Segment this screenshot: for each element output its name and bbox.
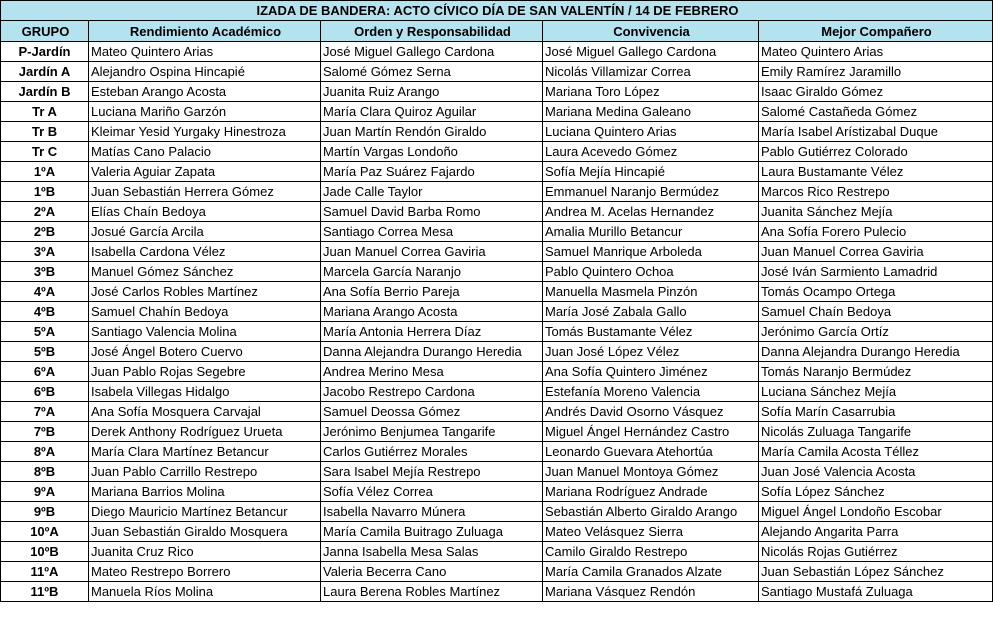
table-row [1,342,993,362]
cell-orden[interactable]: María Camila Buitrago Zuluaga [321,522,543,542]
cell-mejor-companero[interactable]: Ana Sofía Forero Pulecio [759,222,993,242]
table-row [1,82,993,102]
cell-rendimiento[interactable]: Santiago Valencia Molina [89,322,321,342]
cell-mejor-companero[interactable]: Jerónimo García Ortíz [759,322,993,342]
cell-grupo[interactable]: 10ºB [1,542,89,562]
cell-convivencia[interactable]: Mariana Vásquez Rendón [543,582,759,602]
cell-mejor-companero[interactable]: Laura Bustamante Vélez [759,162,993,182]
cell-convivencia[interactable]: Andrés David Osorno Vásquez [543,402,759,422]
cell-mejor-companero[interactable]: Marcos Rico Restrepo [759,182,993,202]
cell-rendimiento[interactable]: Juan Pablo Carrillo Restrepo [89,462,321,482]
cell-rendimiento[interactable]: Matías Cano Palacio [89,142,321,162]
sheet-title[interactable]: IZADA DE BANDERA: ACTO CÍVICO DÍA DE SAN VALENTÍN / 14 DE FEBRERO [1,1,993,21]
cell-convivencia[interactable]: Estefanía Moreno Valencia [543,382,759,402]
cell-mejor-companero[interactable]: Alejando Angarita Parra [759,522,993,542]
cell-orden[interactable]: José Miguel Gallego Cardona [321,42,543,62]
cell-grupo[interactable]: 2ºA [1,202,89,222]
cell-convivencia[interactable]: Manuella Masmela Pinzón [543,282,759,302]
cell-mejor-companero[interactable]: María Camila Acosta Téllez [759,442,993,462]
cell-rendimiento[interactable]: María Clara Martínez Betancur [89,442,321,462]
cell-convivencia[interactable]: Leonardo Guevara Atehortúa [543,442,759,462]
cell-mejor-companero[interactable]: Pablo Gutiérrez Colorado [759,142,993,162]
cell-grupo[interactable]: Tr B [1,122,89,142]
cell-convivencia[interactable]: Juan Manuel Montoya Gómez [543,462,759,482]
cell-mejor-companero[interactable]: Miguel Ángel Londoño Escobar [759,502,993,522]
cell-convivencia[interactable]: Mariana Toro López [543,82,759,102]
cell-rendimiento[interactable]: Juan Sebastián Herrera Gómez [89,182,321,202]
cell-convivencia[interactable]: Sofía Mejía Hincapié [543,162,759,182]
cell-orden[interactable]: Martín Vargas Londoño [321,142,543,162]
table-body [1,42,993,602]
cell-rendimiento[interactable]: José Carlos Robles Martínez [89,282,321,302]
cell-rendimiento[interactable]: Isabela Villegas Hidalgo [89,382,321,402]
header-grupo[interactable]: GRUPO [1,21,89,42]
cell-grupo[interactable]: 2ºB [1,222,89,242]
cell-mejor-companero[interactable]: Juanita Sánchez Mejía [759,202,993,222]
table-row [1,462,993,482]
cell-mejor-companero[interactable]: Tomás Ocampo Ortega [759,282,993,302]
cell-convivencia[interactable]: Amalia Murillo Betancur [543,222,759,242]
cell-grupo[interactable]: 3ºA [1,242,89,262]
cell-convivencia[interactable]: Andrea M. Acelas Hernandez [543,202,759,222]
cell-orden[interactable]: Marcela García Naranjo [321,262,543,282]
cell-orden[interactable]: Salomé Gómez Serna [321,62,543,82]
cell-grupo[interactable]: 7ºB [1,422,89,442]
cell-grupo[interactable]: 9ºB [1,502,89,522]
cell-rendimiento[interactable]: Kleimar Yesid Yurgaky Hinestroza [89,122,321,142]
table-row [1,142,993,162]
cell-rendimiento[interactable]: Elías Chaín Bedoya [89,202,321,222]
cell-rendimiento[interactable]: Josué García Arcila [89,222,321,242]
table-row [1,382,993,402]
table-row [1,162,993,182]
cell-rendimiento[interactable]: Derek Anthony Rodríguez Urueta [89,422,321,442]
cell-orden[interactable]: Mariana Arango Acosta [321,302,543,322]
cell-mejor-companero[interactable]: Emily Ramírez Jaramillo [759,62,993,82]
cell-mejor-companero[interactable]: Mateo Quintero Arias [759,42,993,62]
table-row [1,122,993,142]
cell-grupo[interactable]: Jardín A [1,62,89,82]
cell-grupo[interactable]: Tr A [1,102,89,122]
cell-grupo[interactable]: 8ºB [1,462,89,482]
header-row [1,21,993,42]
cell-mejor-companero[interactable]: María Isabel Arístizabal Duque [759,122,993,142]
cell-grupo[interactable]: 5ºB [1,342,89,362]
table-row [1,202,993,222]
cell-grupo[interactable]: 5ºA [1,322,89,342]
cell-mejor-companero[interactable]: Juan Manuel Correa Gaviria [759,242,993,262]
cell-mejor-companero[interactable]: Nicolás Zuluaga Tangarife [759,422,993,442]
cell-mejor-companero[interactable]: Isaac Giraldo Gómez [759,82,993,102]
cell-convivencia[interactable]: Mateo Velásquez Sierra [543,522,759,542]
title-row [1,1,993,21]
cell-convivencia[interactable]: Nicolás Villamizar Correa [543,62,759,82]
table-row [1,222,993,242]
cell-rendimiento[interactable]: Juanita Cruz Rico [89,542,321,562]
cell-convivencia[interactable]: Mariana Rodríguez Andrade [543,482,759,502]
table-row [1,102,993,122]
cell-rendimiento[interactable]: Ana Sofía Mosquera Carvajal [89,402,321,422]
cell-mejor-companero[interactable]: José Iván Sarmiento Lamadrid [759,262,993,282]
header-orden[interactable]: Orden y Responsabilidad [321,21,543,42]
cell-mejor-companero[interactable]: Santiago Mustafá Zuluaga [759,582,993,602]
cell-convivencia[interactable]: María Camila Granados Alzate [543,562,759,582]
table-row [1,282,993,302]
table-row [1,362,993,382]
cell-rendimiento[interactable]: Alejandro Ospina Hincapié [89,62,321,82]
cell-orden[interactable]: Valeria Becerra Cano [321,562,543,582]
cell-rendimiento[interactable]: Manuel Gómez Sánchez [89,262,321,282]
table-row [1,42,993,62]
table-row [1,322,993,342]
cell-rendimiento[interactable]: Mateo Restrepo Borrero [89,562,321,582]
cell-grupo[interactable]: Tr C [1,142,89,162]
table-row [1,522,993,542]
cell-orden[interactable]: Santiago Correa Mesa [321,222,543,242]
table-row [1,262,993,282]
cell-rendimiento[interactable]: José Ángel Botero Cuervo [89,342,321,362]
header-rendimiento[interactable]: Rendimiento Académico [89,21,321,42]
cell-orden[interactable]: Juan Martín Rendón Giraldo [321,122,543,142]
cell-rendimiento[interactable]: Mariana Barrios Molina [89,482,321,502]
cell-rendimiento[interactable]: Diego Mauricio Martínez Betancur [89,502,321,522]
cell-grupo[interactable]: 11ºA [1,562,89,582]
cell-orden[interactable]: María Antonia Herrera Díaz [321,322,543,342]
cell-grupo[interactable]: Jardín B [1,82,89,102]
table-row [1,422,993,442]
cell-orden[interactable]: Samuel Deossa Gómez [321,402,543,422]
cell-grupo[interactable]: 4ºA [1,282,89,302]
cell-convivencia[interactable]: Ana Sofía Quintero Jiménez [543,362,759,382]
cell-rendimiento[interactable]: Samuel Chahín Bedoya [89,302,321,322]
cell-orden[interactable]: Juan Manuel Correa Gaviria [321,242,543,262]
cell-mejor-companero[interactable]: Luciana Sánchez Mejía [759,382,993,402]
cell-convivencia[interactable]: Laura Acevedo Gómez [543,142,759,162]
cell-mejor-companero[interactable]: Danna Alejandra Durango Heredia [759,342,993,362]
cell-orden[interactable]: Samuel David Barba Romo [321,202,543,222]
cell-orden[interactable]: Danna Alejandra Durango Heredia [321,342,543,362]
cell-orden[interactable]: Isabella Navarro Múnera [321,502,543,522]
table-row [1,242,993,262]
header-convivencia[interactable]: Convivencia [543,21,759,42]
cell-grupo[interactable]: 3ºB [1,262,89,282]
cell-mejor-companero[interactable]: Salomé Castañeda Gómez [759,102,993,122]
cell-rendimiento[interactable]: Mateo Quintero Arias [89,42,321,62]
cell-mejor-companero[interactable]: Samuel Chaín Bedoya [759,302,993,322]
cell-grupo[interactable]: 6ºB [1,382,89,402]
header-mejor-companero[interactable]: Mejor Compañero [759,21,993,42]
cell-convivencia[interactable]: Camilo Giraldo Restrepo [543,542,759,562]
cell-rendimiento[interactable]: Esteban Arango Acosta [89,82,321,102]
table-row [1,482,993,502]
table-row [1,542,993,562]
cell-grupo[interactable]: 9ºA [1,482,89,502]
cell-grupo[interactable]: 11ºB [1,582,89,602]
cell-convivencia[interactable]: Sebastián Alberto Giraldo Arango [543,502,759,522]
cell-orden[interactable]: Janna Isabella Mesa Salas [321,542,543,562]
cell-grupo[interactable]: 10ºA [1,522,89,542]
cell-grupo[interactable]: 6ºA [1,362,89,382]
cell-mejor-companero[interactable]: Tomás Naranjo Bermúdez [759,362,993,382]
cell-orden[interactable]: Andrea Merino Mesa [321,362,543,382]
cell-rendimiento[interactable]: Manuela Ríos Molina [89,582,321,602]
cell-convivencia[interactable]: Juan José López Vélez [543,342,759,362]
cell-orden[interactable]: Ana Sofía Berrio Pareja [321,282,543,302]
cell-mejor-companero[interactable]: Sofía López Sánchez [759,482,993,502]
cell-mejor-companero[interactable]: Nicolás Rojas Gutiérrez [759,542,993,562]
table-row [1,302,993,322]
cell-orden[interactable]: Sara Isabel Mejía Restrepo [321,462,543,482]
cell-grupo[interactable]: 1ºB [1,182,89,202]
cell-mejor-companero[interactable]: Juan Sebastián López Sánchez [759,562,993,582]
table-row [1,562,993,582]
cell-mejor-companero[interactable]: Sofía Marín Casarrubia [759,402,993,422]
cell-orden[interactable]: Carlos Gutiérrez Morales [321,442,543,462]
table-row [1,442,993,462]
cell-convivencia[interactable]: Mariana Medina Galeano [543,102,759,122]
cell-rendimiento[interactable]: Juan Sebastián Giraldo Mosquera [89,522,321,542]
cell-orden[interactable]: Jade Calle Taylor [321,182,543,202]
cell-orden[interactable]: Jacobo Restrepo Cardona [321,382,543,402]
cell-orden[interactable]: Juanita Ruiz Arango [321,82,543,102]
cell-orden[interactable]: María Paz Suárez Fajardo [321,162,543,182]
cell-orden[interactable]: Sofía Vélez Correa [321,482,543,502]
cell-grupo[interactable]: 1ºA [1,162,89,182]
cell-orden[interactable]: María Clara Quiroz Aguilar [321,102,543,122]
cell-orden[interactable]: Jerónimo Benjumea Tangarife [321,422,543,442]
cell-grupo[interactable]: 8ºA [1,442,89,462]
cell-convivencia[interactable]: María José Zabala Gallo [543,302,759,322]
cell-rendimiento[interactable]: Isabella Cardona Vélez [89,242,321,262]
cell-rendimiento[interactable]: Luciana Mariño Garzón [89,102,321,122]
table-row [1,582,993,602]
cell-orden[interactable]: Laura Berena Robles Martínez [321,582,543,602]
table-row [1,182,993,202]
cell-mejor-companero[interactable]: Juan José Valencia Acosta [759,462,993,482]
table-row [1,62,993,82]
table-row [1,502,993,522]
cell-grupo[interactable]: 4ºB [1,302,89,322]
cell-grupo[interactable]: 7ºA [1,402,89,422]
cell-convivencia[interactable]: Tomás Bustamante Vélez [543,322,759,342]
cell-convivencia[interactable]: Miguel Ángel Hernández Castro [543,422,759,442]
cell-convivencia[interactable]: José Miguel Gallego Cardona [543,42,759,62]
table-row [1,402,993,422]
cell-convivencia[interactable]: Luciana Quintero Arias [543,122,759,142]
cell-grupo[interactable]: P-Jardín [1,42,89,62]
cell-rendimiento[interactable]: Valeria Aguiar Zapata [89,162,321,182]
cell-rendimiento[interactable]: Juan Pablo Rojas Segebre [89,362,321,382]
cell-convivencia[interactable]: Emmanuel Naranjo Bermúdez [543,182,759,202]
cell-convivencia[interactable]: Pablo Quintero Ochoa [543,262,759,282]
cell-convivencia[interactable]: Samuel Manrique Arboleda [543,242,759,262]
